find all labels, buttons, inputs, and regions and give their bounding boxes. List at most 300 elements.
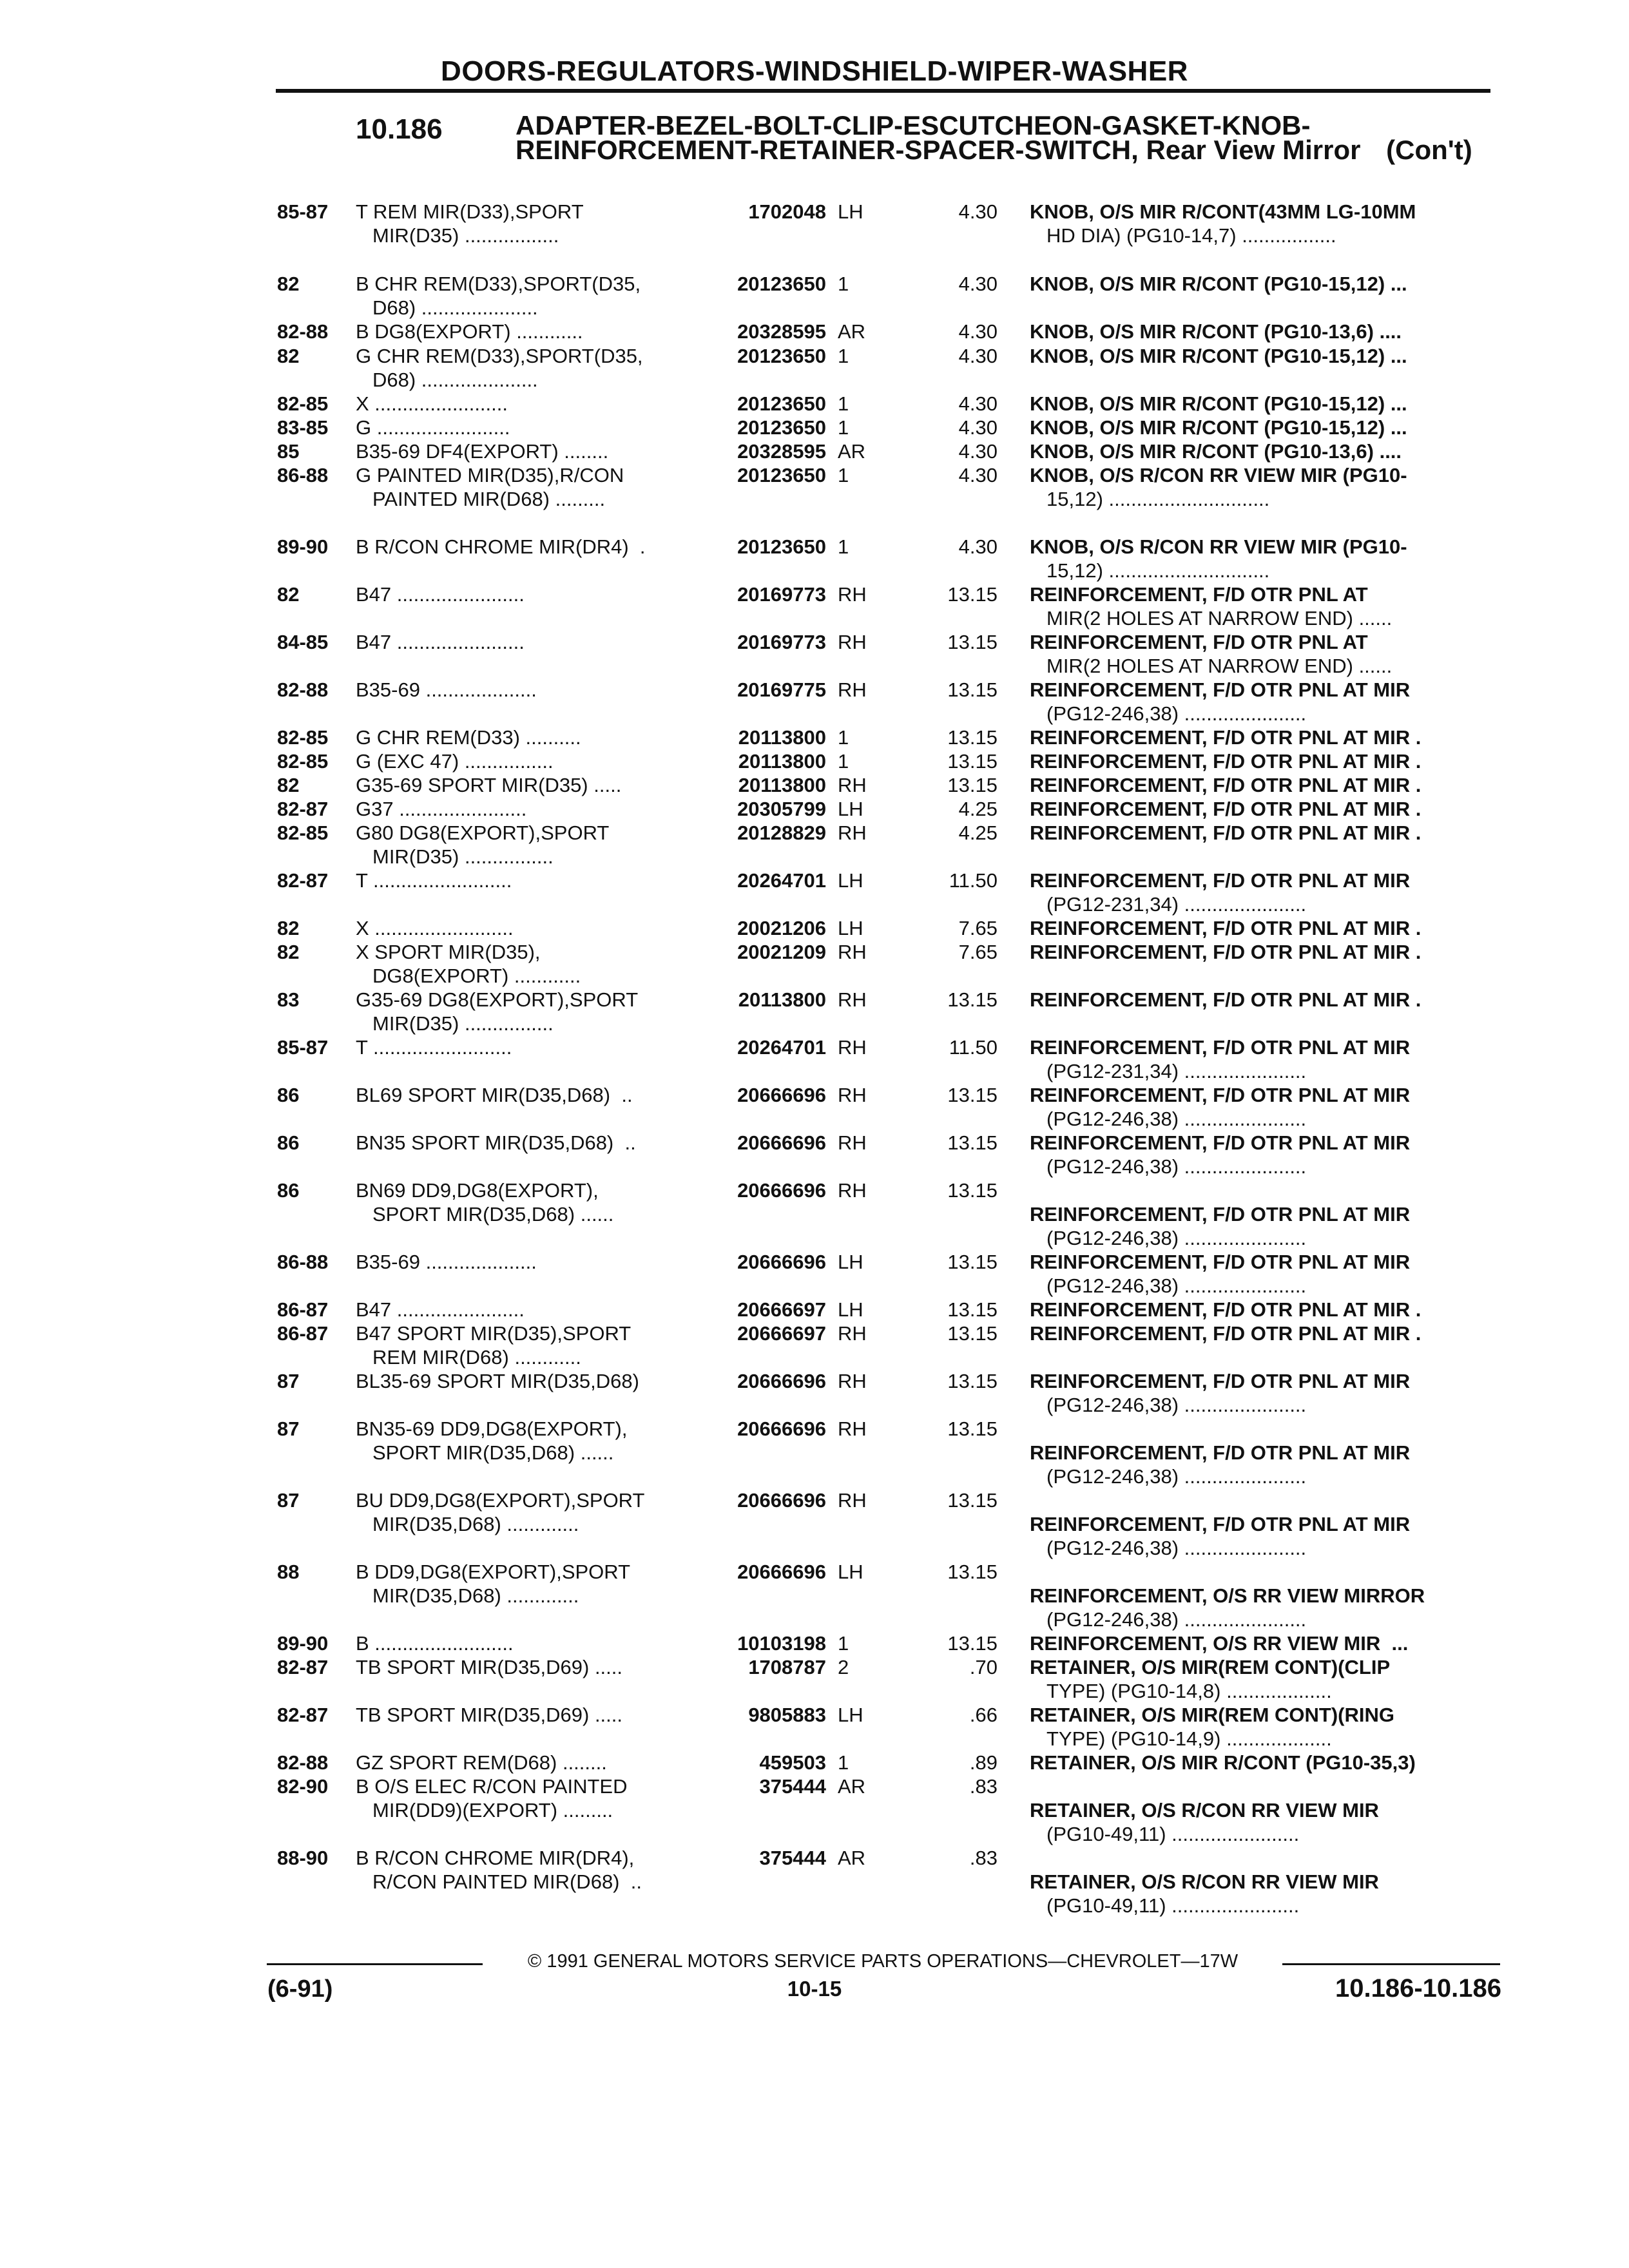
model-year: 88 (277, 1561, 300, 1583)
part-description (1030, 320, 1494, 343)
part-description-line-1: REINFORCEMENT, F/D OTR PNL AT (1030, 583, 1368, 606)
quantity: RH (838, 822, 867, 844)
price: 13.15 (947, 1131, 998, 1154)
application-description (356, 1250, 691, 1274)
part-description-line-1: KNOB, O/S MIR R/CONT(43MM LG-10MM (1030, 200, 1416, 223)
price: .70 (969, 1656, 998, 1678)
price: 13.15 (947, 1561, 998, 1583)
footer-rule-right (1282, 1963, 1500, 1965)
part-number: 20113800 (738, 988, 826, 1011)
part-number: 20264701 (737, 1036, 826, 1059)
part-description-line-2: 15,12) ............................. (1046, 488, 1270, 510)
part-description-line-1: REINFORCEMENT, F/D OTR PNL AT MIR (1030, 1513, 1411, 1535)
part-description (1030, 869, 1494, 916)
application-description (356, 726, 691, 749)
price: 4.30 (958, 345, 998, 367)
price: 4.30 (958, 273, 998, 295)
quantity: RH (838, 1489, 867, 1512)
part-description-line-2: (PG12-231,34) ...................... (1046, 893, 1307, 916)
application-line-1: TB SPORT MIR(D35,D69) ..... (356, 1704, 623, 1726)
footer-section-range: 10.186-10.186 (1335, 1974, 1501, 2003)
price: 13.15 (947, 1179, 998, 1202)
price: 13.15 (947, 988, 998, 1011)
application-line-2: R/CON PAINTED MIR(D68) .. (372, 1870, 642, 1893)
application-description (356, 916, 691, 940)
application-description (356, 582, 691, 606)
model-year: 86-87 (277, 1322, 329, 1345)
model-year: 82-87 (277, 1704, 329, 1726)
model-year: 82-85 (277, 750, 329, 773)
application-description (356, 1369, 691, 1393)
model-year: 82 (277, 917, 300, 939)
quantity: 1 (838, 416, 849, 439)
part-description-line-1: REINFORCEMENT, F/D OTR PNL AT MIR . (1030, 726, 1422, 749)
part-number: 1702048 (748, 200, 826, 223)
part-description (1030, 1512, 1494, 1560)
part-description-line-1: REINFORCEMENT, F/D OTR PNL AT MIR . (1030, 798, 1422, 820)
part-number: 10103198 (737, 1632, 826, 1655)
application-description (356, 1131, 691, 1155)
model-year: 82-88 (277, 320, 329, 343)
part-description-line-2: (PG12-246,38) ...................... (1046, 1227, 1307, 1249)
part-description (1030, 821, 1494, 845)
part-description-line-2: (PG12-246,38) ...................... (1046, 1394, 1307, 1416)
application-line-1: B47 ....................... (356, 631, 525, 653)
part-description (1030, 1798, 1494, 1846)
part-description (1030, 582, 1494, 630)
part-description-line-2: (PG12-246,38) ...................... (1046, 1608, 1307, 1631)
part-description-line-1: KNOB, O/S MIR R/CONT (PG10-15,12) ... (1030, 345, 1407, 367)
model-year: 87 (277, 1370, 300, 1392)
application-line-1: X ........................ (356, 392, 508, 415)
application-description (356, 1631, 691, 1655)
part-description (1030, 272, 1494, 296)
application-line-1: T ......................... (356, 1036, 512, 1059)
part-description (1030, 916, 1494, 940)
part-description (1030, 940, 1494, 964)
model-year: 83 (277, 988, 300, 1011)
application-description (356, 1298, 691, 1321)
application-line-1: G35-69 DG8(EXPORT),SPORT (356, 988, 639, 1011)
quantity: AR (838, 1847, 866, 1869)
application-line-1: G CHR REM(D33) .......... (356, 726, 581, 749)
application-description (356, 1035, 691, 1059)
page-header-title: DOORS-REGULATORS-WINDSHIELD-WIPER-WASHER (441, 55, 1188, 87)
application-description (356, 869, 691, 892)
part-number: 20305799 (737, 798, 826, 820)
part-number: 459503 (759, 1751, 826, 1774)
part-description (1030, 1369, 1494, 1417)
quantity: 1 (838, 750, 849, 773)
model-year: 86-88 (277, 464, 329, 486)
part-number: 20123650 (737, 535, 826, 558)
part-description-line-1: KNOB, O/S MIR R/CONT (PG10-15,12) ... (1030, 273, 1407, 295)
part-description-line-1: REINFORCEMENT, F/D OTR PNL AT MIR (1030, 1036, 1411, 1059)
part-description-line-2: (PG12-246,38) ...................... (1046, 1155, 1307, 1178)
part-description (1030, 439, 1494, 463)
price: 4.25 (958, 822, 998, 844)
footer-date: (6-91) (267, 1975, 333, 2003)
application-line-1: B R/CON CHROME MIR(DR4) . (356, 535, 646, 558)
quantity: 1 (838, 535, 849, 558)
part-number: 20666696 (737, 1370, 826, 1392)
part-description (1030, 726, 1494, 749)
part-description-line-2: MIR(2 HOLES AT NARROW END) ...... (1046, 655, 1393, 677)
application-description (356, 1751, 691, 1774)
price: 13.15 (947, 1298, 998, 1321)
part-description-line-2: (PG10-49,11) ....................... (1046, 1823, 1300, 1845)
application-line-1: T REM MIR(D33),SPORT (356, 200, 584, 223)
part-description-line-1: REINFORCEMENT, F/D OTR PNL AT MIR . (1030, 941, 1422, 963)
quantity: 1 (838, 273, 849, 295)
application-line-2: SPORT MIR(D35,D68) ...... (372, 1441, 614, 1464)
part-description-line-1: KNOB, O/S MIR R/CONT (PG10-13,6) .... (1030, 440, 1402, 463)
application-line-1: B47 ....................... (356, 1298, 525, 1321)
part-description-line-2: (PG12-246,38) ...................... (1046, 1465, 1307, 1488)
model-year: 86 (277, 1084, 300, 1106)
model-year: 86 (277, 1131, 300, 1154)
part-description-line-1: REINFORCEMENT, F/D OTR PNL AT MIR . (1030, 1298, 1422, 1321)
model-year: 83-85 (277, 416, 329, 439)
model-year: 84-85 (277, 631, 329, 653)
part-description (1030, 1655, 1494, 1703)
section-title-cont: (Con't) (1386, 135, 1472, 165)
application-line-1: B O/S ELEC R/CON PAINTED (356, 1775, 628, 1798)
part-number: 20666696 (737, 1561, 826, 1583)
model-year: 89-90 (277, 535, 329, 558)
part-number: 20123650 (737, 345, 826, 367)
model-year: 82-90 (277, 1775, 329, 1798)
price: 13.15 (947, 631, 998, 653)
price: 13.15 (947, 1251, 998, 1273)
application-description (356, 1703, 691, 1727)
quantity: AR (838, 1775, 866, 1798)
part-description-line-1: RETAINER, O/S R/CON RR VIEW MIR (1030, 1870, 1379, 1893)
application-description (356, 1178, 691, 1226)
part-number: 20123650 (737, 464, 826, 486)
price: 13.15 (947, 583, 998, 606)
part-description-line-1: REINFORCEMENT, F/D OTR PNL AT MIR (1030, 1251, 1411, 1273)
part-description-line-1: RETAINER, O/S R/CON RR VIEW MIR (1030, 1799, 1379, 1821)
part-description-line-2: TYPE) (PG10-14,8) ................... (1046, 1680, 1332, 1702)
part-description-line-2: MIR(2 HOLES AT NARROW END) ...... (1046, 607, 1393, 629)
part-number: 20169773 (737, 631, 826, 653)
model-year: 87 (277, 1418, 300, 1440)
part-description-line-2: HD DIA) (PG10-14,7) ................. (1046, 224, 1336, 247)
part-description (1030, 749, 1494, 773)
quantity: 1 (838, 726, 849, 749)
part-number: 20123650 (737, 416, 826, 439)
application-description (356, 630, 691, 654)
application-line-1: TB SPORT MIR(D35,D69) ..... (356, 1656, 623, 1678)
model-year: 82-85 (277, 392, 329, 415)
quantity: RH (838, 1179, 867, 1202)
footer-page-number: 10-15 (787, 1977, 842, 2001)
part-number: 20123650 (737, 273, 826, 295)
part-number: 20666697 (737, 1322, 826, 1345)
application-description (356, 797, 691, 821)
application-line-1: X SPORT MIR(D35), (356, 941, 541, 963)
quantity: RH (838, 774, 867, 796)
part-number: 20328595 (737, 440, 826, 463)
quantity: RH (838, 941, 867, 963)
part-description-line-2: (PG10-49,11) ....................... (1046, 1894, 1300, 1917)
part-description-line-2: (PG12-246,38) ...................... (1046, 1108, 1307, 1130)
quantity: RH (838, 1322, 867, 1345)
part-description (1030, 463, 1494, 511)
part-description (1030, 630, 1494, 678)
application-line-2: MIR(D35,D68) ............. (372, 1584, 579, 1607)
price: 13.15 (947, 1322, 998, 1345)
quantity: RH (838, 1036, 867, 1059)
quantity: LH (838, 1298, 863, 1321)
application-line-2: MIR(DD9)(EXPORT) ......... (372, 1799, 613, 1821)
application-line-1: BN35 SPORT MIR(D35,D68) .. (356, 1131, 636, 1154)
application-line-2: MIR(D35,D68) ............. (372, 1513, 579, 1535)
part-description-line-1: REINFORCEMENT, F/D OTR PNL AT MIR (1030, 1131, 1411, 1154)
part-number: 20113800 (738, 750, 826, 773)
part-number: 20169773 (737, 583, 826, 606)
application-line-1: B47 SPORT MIR(D35),SPORT (356, 1322, 631, 1345)
part-number: 20666696 (737, 1251, 826, 1273)
part-number: 20113800 (738, 726, 826, 749)
part-description-line-1: REINFORCEMENT, F/D OTR PNL AT MIR (1030, 1084, 1411, 1106)
part-number: 20128829 (737, 822, 826, 844)
part-number: 20666696 (737, 1418, 826, 1440)
model-year: 87 (277, 1489, 300, 1512)
price: 13.15 (947, 678, 998, 701)
part-description (1030, 1083, 1494, 1131)
part-description (1030, 1202, 1494, 1250)
part-description (1030, 1321, 1494, 1345)
application-line-1: BU DD9,DG8(EXPORT),SPORT (356, 1489, 645, 1512)
price: 4.30 (958, 320, 998, 343)
part-number: 20264701 (737, 869, 826, 892)
application-line-1: B35-69 .................... (356, 1251, 537, 1273)
application-line-2: D68) ..................... (372, 369, 538, 391)
application-line-1: G35-69 SPORT MIR(D35) ..... (356, 774, 622, 796)
application-line-1: B DD9,DG8(EXPORT),SPORT (356, 1561, 631, 1583)
part-number: 20113800 (738, 774, 826, 796)
application-line-2: REM MIR(D68) ............ (372, 1346, 581, 1369)
part-description (1030, 1250, 1494, 1298)
part-description (1030, 344, 1494, 368)
price: .83 (969, 1775, 998, 1798)
application-description (356, 821, 691, 869)
application-line-1: X ......................... (356, 917, 514, 939)
model-year: 89-90 (277, 1632, 329, 1655)
price: 4.30 (958, 416, 998, 439)
price: 13.15 (947, 1489, 998, 1512)
price: 4.30 (958, 535, 998, 558)
part-number: 20123650 (737, 392, 826, 415)
application-description (356, 773, 691, 797)
part-description (1030, 988, 1494, 1012)
application-line-2: PAINTED MIR(D68) ......... (372, 488, 606, 510)
application-line-1: G CHR REM(D33),SPORT(D35, (356, 345, 643, 367)
part-description-line-1: REINFORCEMENT, F/D OTR PNL AT MIR . (1030, 822, 1422, 844)
quantity: 1 (838, 464, 849, 486)
price: 13.15 (947, 1370, 998, 1392)
quantity: RH (838, 1370, 867, 1392)
model-year: 82-85 (277, 726, 329, 749)
part-description-line-2: (PG12-231,34) ...................... (1046, 1060, 1307, 1082)
application-line-1: G ........................ (356, 416, 510, 439)
application-line-1: GZ SPORT REM(D68) ........ (356, 1751, 607, 1774)
footer-copyright: © 1991 GENERAL MOTORS SERVICE PARTS OPERATIONS—CHEVROLET—17W (527, 1951, 1239, 1972)
application-line-1: B35-69 .................... (356, 678, 537, 701)
application-description (356, 1488, 691, 1536)
part-description-line-1: REINFORCEMENT, F/D OTR PNL AT MIR (1030, 869, 1411, 892)
quantity: LH (838, 200, 863, 223)
model-year: 82 (277, 273, 300, 295)
application-line-1: G80 DG8(EXPORT),SPORT (356, 822, 610, 844)
part-description-line-1: REINFORCEMENT, F/D OTR PNL AT (1030, 631, 1368, 653)
application-line-1: T ......................... (356, 869, 512, 892)
model-year: 82-87 (277, 1656, 329, 1678)
part-description-line-1: REINFORCEMENT, F/D OTR PNL AT MIR (1030, 1441, 1411, 1464)
application-line-1: G (EXC 47) ................ (356, 750, 554, 773)
application-description (356, 416, 691, 439)
price: 11.50 (949, 1036, 998, 1059)
quantity: LH (838, 917, 863, 939)
part-description-line-1: REINFORCEMENT, F/D OTR PNL AT MIR . (1030, 774, 1422, 796)
part-number: 20666697 (737, 1298, 826, 1321)
application-line-1: B R/CON CHROME MIR(DR4), (356, 1847, 635, 1869)
price: 11.50 (949, 869, 998, 892)
quantity: 1 (838, 1632, 849, 1655)
part-number: 20169775 (737, 678, 826, 701)
price: .89 (969, 1751, 998, 1774)
quantity: 2 (838, 1656, 849, 1678)
part-number: 20021206 (737, 917, 826, 939)
price: .66 (969, 1704, 998, 1726)
quantity: RH (838, 1418, 867, 1440)
application-description (356, 1655, 691, 1679)
application-line-2: SPORT MIR(D35,D68) ...... (372, 1203, 614, 1225)
application-description (356, 1560, 691, 1608)
part-description (1030, 1870, 1494, 1917)
application-description (356, 320, 691, 343)
quantity: RH (838, 1084, 867, 1106)
part-number: 9805883 (748, 1704, 826, 1726)
application-description (356, 272, 691, 320)
quantity: LH (838, 869, 863, 892)
application-line-1: G PAINTED MIR(D35),R/CON (356, 464, 624, 486)
model-year: 86 (277, 1179, 300, 1202)
price: 4.30 (958, 392, 998, 415)
quantity: LH (838, 1251, 863, 1273)
price: 13.15 (947, 774, 998, 796)
quantity: AR (838, 440, 866, 463)
quantity: LH (838, 798, 863, 820)
part-description-line-1: RETAINER, O/S MIR(REM CONT)(CLIP (1030, 1656, 1391, 1678)
part-description-line-1: REINFORCEMENT, F/D OTR PNL AT MIR . (1030, 750, 1422, 773)
application-line-1: B CHR REM(D33),SPORT(D35, (356, 273, 641, 295)
part-description (1030, 416, 1494, 439)
quantity: RH (838, 583, 867, 606)
application-line-1: BL69 SPORT MIR(D35,D68) .. (356, 1084, 633, 1106)
model-year: 86-87 (277, 1298, 329, 1321)
part-description (1030, 773, 1494, 797)
quantity: RH (838, 1131, 867, 1154)
price: 7.65 (958, 917, 998, 939)
application-line-1: BN35-69 DD9,DG8(EXPORT), (356, 1418, 628, 1440)
quantity: 1 (838, 1751, 849, 1774)
price: 7.65 (958, 941, 998, 963)
price: 4.30 (958, 440, 998, 463)
application-line-1: B DG8(EXPORT) ............ (356, 320, 583, 343)
part-description-line-2: (PG12-246,38) ...................... (1046, 1274, 1307, 1297)
part-description (1030, 1584, 1494, 1631)
application-description (356, 1083, 691, 1107)
model-year: 82-85 (277, 822, 329, 844)
part-number: 20666696 (737, 1131, 826, 1154)
application-description (356, 1846, 691, 1894)
part-number: 20666696 (737, 1179, 826, 1202)
section-number: 10.186 (356, 113, 443, 145)
application-description (356, 1417, 691, 1465)
part-description-line-2: TYPE) (PG10-14,9) ................... (1046, 1727, 1332, 1750)
part-number: 20328595 (737, 320, 826, 343)
application-description (356, 749, 691, 773)
model-year: 85-87 (277, 1036, 329, 1059)
model-year: 82 (277, 345, 300, 367)
quantity: RH (838, 678, 867, 701)
model-year: 82-88 (277, 678, 329, 701)
application-line-1: B47 ....................... (356, 583, 525, 606)
part-description-line-1: REINFORCEMENT, O/S RR VIEW MIRROR (1030, 1584, 1425, 1607)
price: 13.15 (947, 1084, 998, 1106)
application-description (356, 988, 691, 1035)
application-line-2: DG8(EXPORT) ............ (372, 965, 581, 987)
application-line-1: BN69 DD9,DG8(EXPORT), (356, 1179, 599, 1202)
part-description-line-1: REINFORCEMENT, F/D OTR PNL AT MIR (1030, 1203, 1411, 1225)
model-year: 85 (277, 440, 300, 463)
quantity: LH (838, 1704, 863, 1726)
part-description-line-1: KNOB, O/S MIR R/CONT (PG10-15,12) ... (1030, 392, 1407, 415)
part-description (1030, 797, 1494, 821)
part-description-line-1: RETAINER, O/S MIR(REM CONT)(RING (1030, 1704, 1395, 1726)
application-description (356, 678, 691, 702)
application-line-2: MIR(D35) ................ (372, 845, 554, 868)
application-description (356, 535, 691, 559)
price: 4.30 (958, 200, 998, 223)
quantity: RH (838, 988, 867, 1011)
part-description-line-2: (PG12-246,38) ...................... (1046, 1537, 1307, 1559)
application-description (356, 940, 691, 988)
part-description-line-1: KNOB, O/S MIR R/CONT (PG10-15,12) ... (1030, 416, 1407, 439)
application-description (356, 344, 691, 392)
part-description (1030, 1631, 1494, 1655)
part-description-line-1: REINFORCEMENT, F/D OTR PNL AT MIR (1030, 678, 1411, 701)
model-year: 82 (277, 774, 300, 796)
part-description (1030, 678, 1494, 726)
quantity: 1 (838, 345, 849, 367)
part-description-line-1: REINFORCEMENT, F/D OTR PNL AT MIR . (1030, 917, 1422, 939)
part-description-line-2: 15,12) ............................. (1046, 559, 1270, 582)
part-description (1030, 1131, 1494, 1178)
part-description (1030, 200, 1494, 247)
price: 13.15 (947, 726, 998, 749)
part-description (1030, 1298, 1494, 1321)
part-number: 20666696 (737, 1084, 826, 1106)
part-number: 1708787 (748, 1656, 826, 1678)
section-title-main: ADAPTER-BEZEL-BOLT-CLIP-ESCUTCHEON-GASKET-KNOB-REINFORCEMENT-RETAINER-SPACER-SWITCH, (516, 110, 1311, 165)
quantity: 1 (838, 392, 849, 415)
part-description (1030, 1441, 1494, 1488)
part-description (1030, 1703, 1494, 1751)
